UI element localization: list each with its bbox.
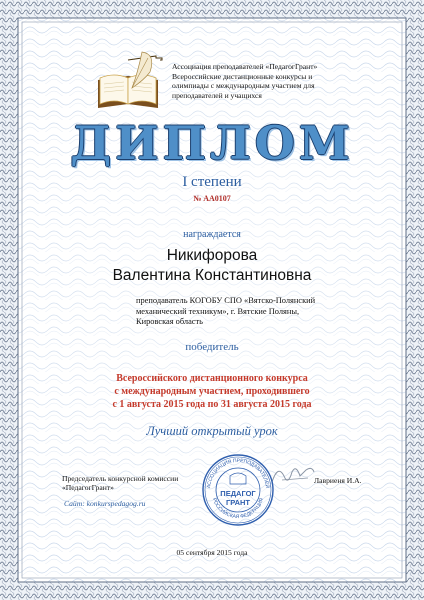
degree-label: I степени (182, 174, 242, 190)
organization-line: Ассоциация преподавателей «ПедагогГрант» (172, 62, 318, 71)
contest-line: Всероссийского дистанционного конкурса (116, 373, 308, 384)
diploma-number: № АА0107 (193, 194, 231, 203)
stamp-center-line1: ПЕДАГОГ (220, 489, 256, 498)
contest-line: с 1 августа 2015 года по 31 августа 2015 года (112, 399, 312, 410)
recipient-position (136, 296, 356, 328)
position-line: преподаватель КОГОБУ СПО «Вятско-Полянский (136, 296, 316, 305)
contest-line: с международным участием, проходившего (114, 386, 310, 397)
stamp-top-text: АССОЦИАЦИЯ ПРЕПОДАВАТЕЛЕЙ (206, 457, 270, 489)
organization-line: преподавателей и учащихся (172, 90, 262, 100)
commission-chair (62, 474, 212, 493)
organization-header (172, 62, 372, 100)
position-line: Кировская область (136, 317, 204, 327)
diploma-title: ДИПЛОМ (70, 116, 354, 170)
chair-line: «ПедагогГрант» (62, 483, 114, 493)
organization-line: Всероссийские дистанционные конкурсы и (172, 71, 313, 81)
stamp-center-line2: ГРАНТ (225, 498, 251, 507)
nomination-title: Лучший открытый урок (146, 424, 278, 438)
winner-label: победитель (185, 341, 239, 353)
organization-line: олимпиады с международным участием для (172, 81, 315, 91)
stamp-bottom-text: РОССИЙСКАЯ ФЕДЕРАЦИЯ (210, 497, 266, 521)
website-link[interactable]: Сайт: konkurspedagog.ru (64, 499, 146, 508)
recipient-surname: Никифорова (166, 247, 258, 264)
organization-stamp (200, 452, 276, 528)
awarded-label: награждается (183, 229, 241, 240)
contest-description (0, 372, 424, 411)
recipient-name (0, 246, 424, 286)
position-line: механический техникум», г. Вятские Поляны, (136, 306, 300, 316)
chair-line: Председатель конкурсной комиссии (62, 474, 179, 483)
issue-date: 05 сентября 2015 года (176, 548, 248, 557)
open-book-quill-logo (92, 50, 164, 112)
recipient-name-patronymic: Валентина Константиновна (112, 267, 312, 284)
signer-name: Лавриеня И.А. (314, 476, 362, 485)
